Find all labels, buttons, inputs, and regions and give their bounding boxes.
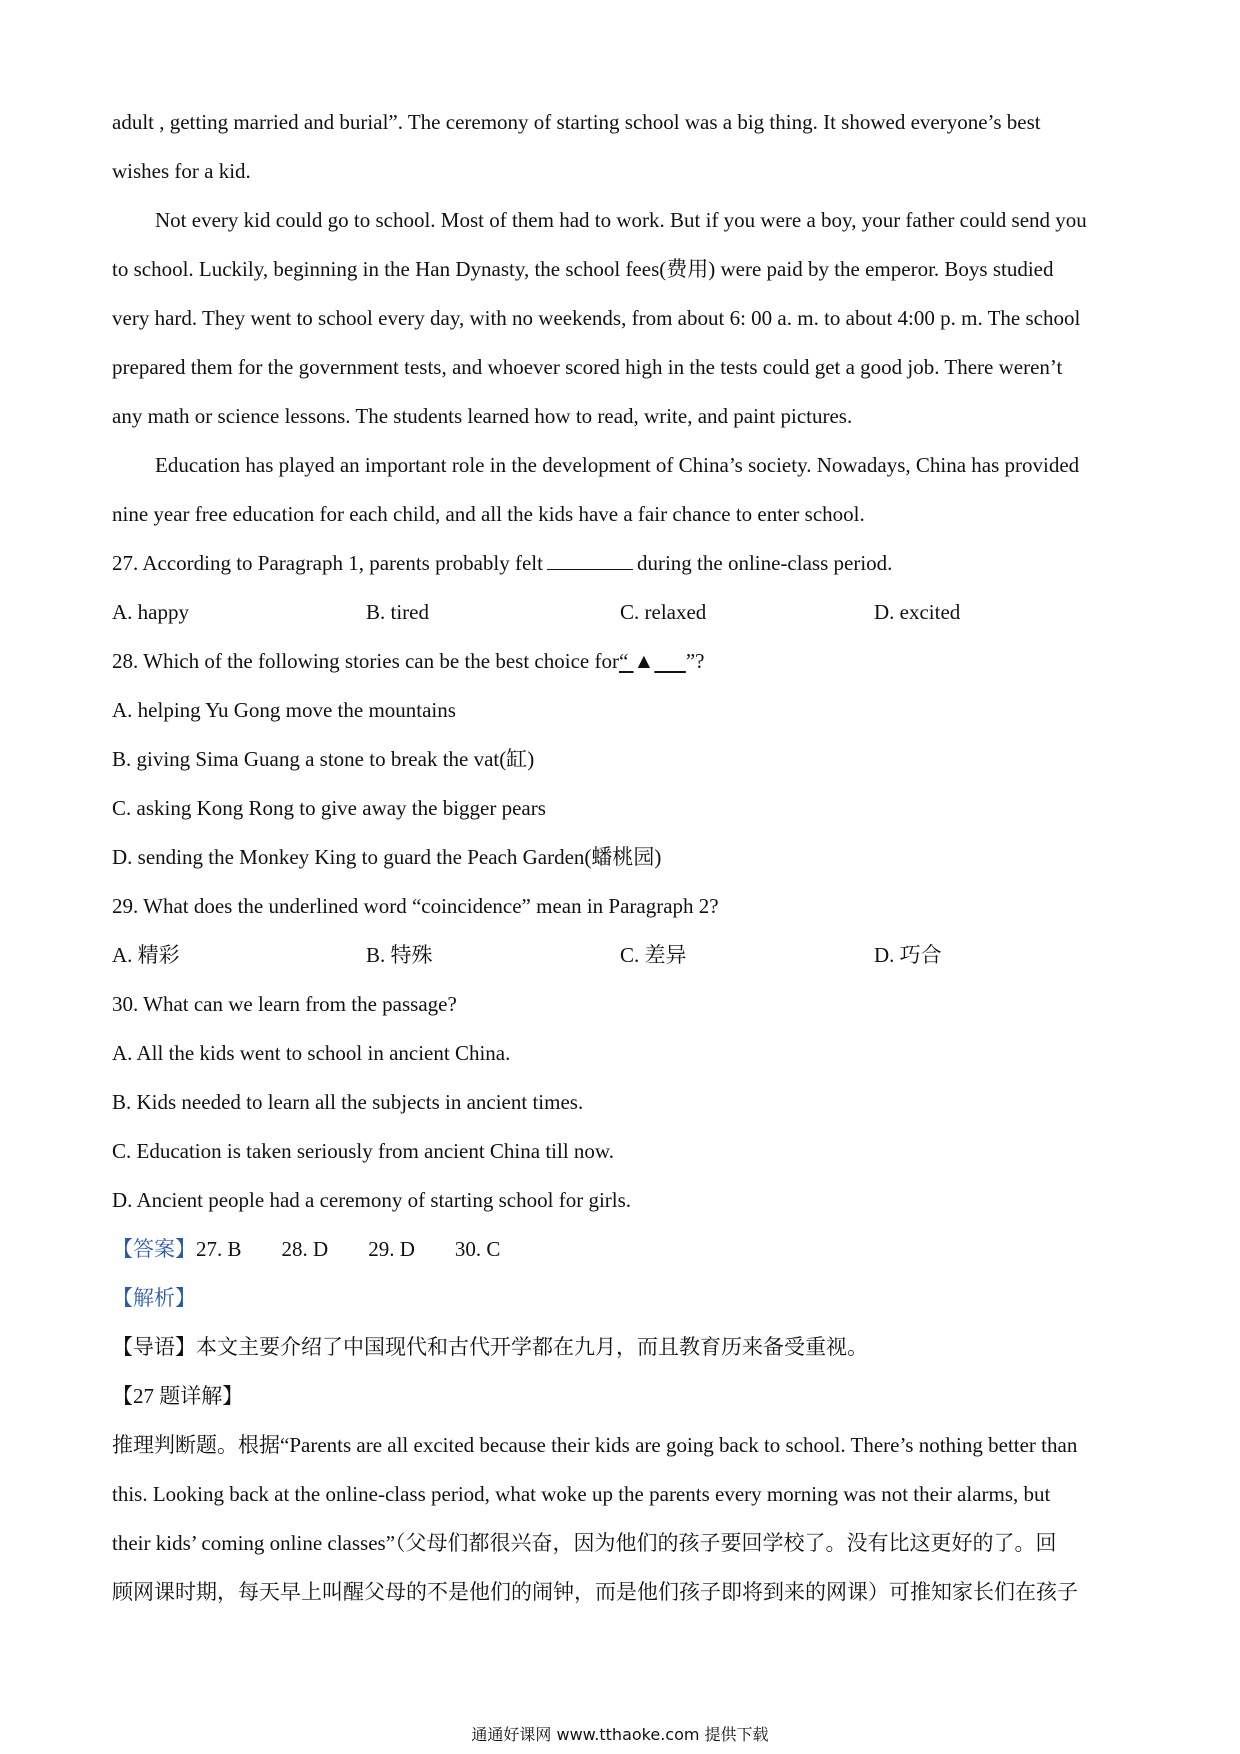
analysis-intro: 【导语】本文主要介绍了中国现代和古代开学都在九月，而且教育历来备受重视。: [112, 1335, 868, 1359]
option-a: A. 精彩: [112, 943, 180, 967]
q28-stem-after: ”?: [685, 649, 705, 673]
question-28-stem: [112, 637, 1132, 686]
passage-line: prepared them for the government tests, and whoever scored high in the tests could get a good job. There weren’t: [112, 355, 1063, 379]
passage-line: adult , getting married and burial”. The ceremony of starting school was a big thing. It showed everyone’s best: [112, 110, 1041, 134]
option-a: A. happy: [112, 600, 189, 624]
option-d: D. sending the Monkey King to guard the Peach Garden(蟠桃园): [112, 845, 662, 869]
option-b: B. giving Sima Guang a stone to break the vat(缸): [112, 747, 535, 771]
option-d: D. excited: [874, 600, 961, 624]
q27-detail-heading: 【27 题详解】: [112, 1384, 244, 1408]
answer-item: 27. B: [196, 1237, 242, 1261]
analysis-line: their kids’ coming online classes”（父母们都很兴奋，因为他们的孩子要回学校了。没有比这更好的了。回: [112, 1531, 1057, 1555]
option-c: C. 差异: [620, 943, 687, 967]
option-b: B. Kids needed to learn all the subjects in ancient times.: [112, 1090, 584, 1114]
option-c: C. asking Kong Rong to give away the bigger pears: [112, 796, 546, 820]
passage-line: Not every kid could go to school. Most of them had to work. But if you were a boy, your father could send you: [155, 208, 1087, 232]
analysis-line: 顾网课时期，每天早上叫醒父母的不是他们的闹钟，而是他们孩子即将到来的网课）可推知家长们在孩子: [112, 1580, 1078, 1604]
option-a: A. helping Yu Gong move the mountains: [112, 698, 456, 722]
option-c: C. Education is taken seriously from ancient China till now.: [112, 1139, 614, 1163]
document-page: [112, 98, 1132, 1617]
passage-line: Education has played an important role in the development of China’s society. Nowadays, China has provided: [155, 453, 1080, 477]
question-27-stem: [112, 539, 1132, 588]
answer-item: 29. D: [368, 1237, 415, 1261]
passage-line: very hard. They went to school every day, with no weekends, from about 6: 00 a. m. to about 4:00 p. m. The school: [112, 306, 1081, 330]
q27-stem-after: during the online-class period.: [636, 551, 893, 575]
analysis-line: this. Looking back at the online-class period, what woke up the parents every morning was not their alarms, but: [112, 1482, 1051, 1506]
q27-stem-before: 27. According to Paragraph 1, parents probably felt: [112, 551, 543, 575]
question-27-options: [112, 588, 1132, 637]
passage-line: nine year free education for each child, and all the kids have a fair chance to enter school.: [112, 502, 865, 526]
triangle-icon: ▲: [633, 649, 655, 673]
answer-key: [112, 1225, 1132, 1274]
option-d: D. Ancient people had a ceremony of starting school for girls.: [112, 1188, 632, 1212]
option-b: B. 特殊: [366, 943, 433, 967]
analysis-line: 推理判断题。根据“Parents are all excited because their kids are going back to school. There’s nothing better than: [112, 1433, 1078, 1457]
question-29-stem: 29. What does the underlined word “coincidence” mean in Paragraph 2?: [112, 894, 719, 918]
passage-line: to school. Luckily, beginning in the Han Dynasty, the school fees(费用) were paid by the emperor. Boys studied: [112, 257, 1054, 281]
option-c: C. relaxed: [620, 600, 707, 624]
question-29-options: [112, 931, 1132, 980]
passage-line: any math or science lessons. The students learned how to read, write, and paint pictures.: [112, 404, 853, 428]
page-footer: 通通好课网 www.tthaoke.com 提供下载: [471, 1725, 769, 1744]
analysis-label: 【解析】: [112, 1286, 196, 1310]
option-a: A. All the kids went to school in ancient China.: [112, 1041, 511, 1065]
option-b: B. tired: [366, 600, 429, 624]
q28-stem-before: 28. Which of the following stories can be the best choice for: [112, 649, 619, 673]
answer-item: 28. D: [281, 1237, 329, 1261]
q28-blank: [619, 649, 686, 673]
question-30-stem: 30. What can we learn from the passage?: [112, 992, 457, 1016]
answer-label: 【答案】: [112, 1237, 196, 1261]
option-d: D. 巧合: [874, 943, 942, 967]
answer-item: 30. C: [454, 1237, 501, 1261]
answer-blank: [547, 551, 633, 570]
quote-open: “: [618, 649, 629, 673]
passage-line: wishes for a kid.: [112, 159, 251, 183]
